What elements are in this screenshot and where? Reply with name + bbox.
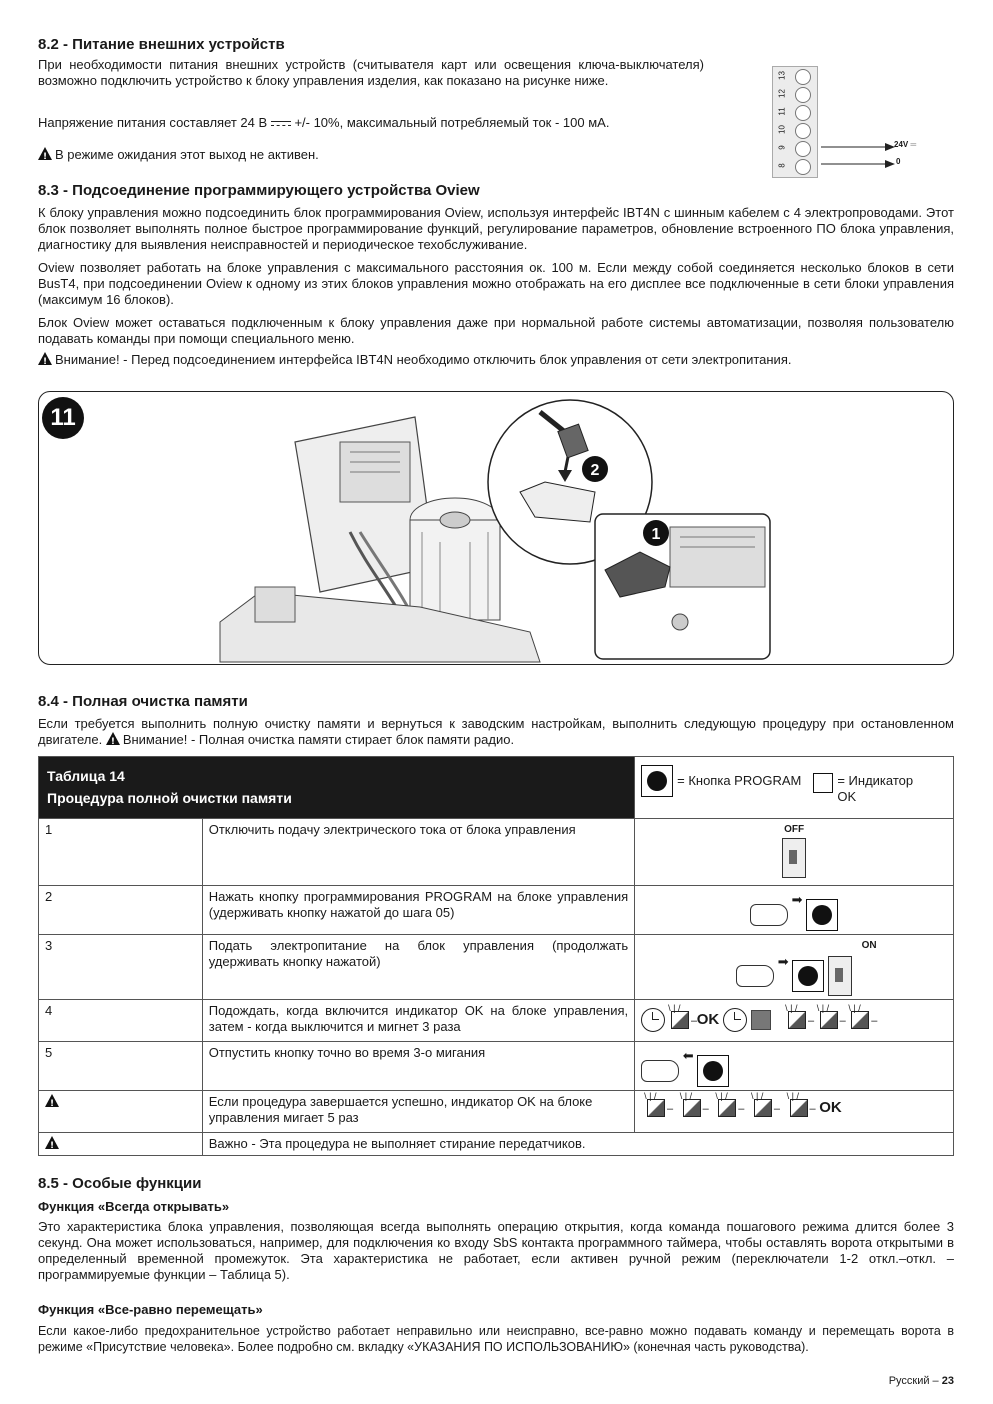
terminal-number: 12	[777, 89, 787, 98]
on-label: ON	[861, 939, 877, 951]
program-button-icon	[641, 765, 673, 797]
function-always-open-text: Это характеристика блока управления, позволяющая всегда выполнять операцию открытия, когда команда пошагового режима длится более 3 секунд. Она может использоваться, например, для подключения ко входу SbS контакта программного таймера, чтобы оставлять ворота открытыми в определенный временной промежуток. Эта характеристика не работает, если активен ручной режим (переключатели 1-2 откл.–откл. – программируемые функции – Таблица 5).	[38, 1219, 954, 1282]
row-text: Важно - Эта процедура не выполняет стирание передатчиков.	[202, 1132, 953, 1155]
section-8-3-p1: К блоку управления можно подсоединить блок программирования Oview, используя интерфейс IBT4N с шинным кабелем с 4 электропроводами. Этот блок позволяет выполнять полное быстрое программирование функций, регулирование параметров, обновление встроенного ПО блока управления, диагностику для выявления неисправностей и периодическое техобслуживание.	[38, 205, 954, 252]
row-text: Отключить подачу электрического тока от блока управления	[202, 819, 634, 886]
section-8-5-title: 8.5 - Особые функции	[38, 1175, 202, 1192]
section-8-2-text: При необходимости питания внешних устройств (считывателя карт или освещения ключа-выключателя) возможно подключить устройство к блоку управления изделия, как показано на рисунке ниже.	[38, 57, 704, 88]
function-always-open-title: Функция «Всегда открывать»	[38, 1199, 230, 1214]
label-24v: 24V ═	[894, 140, 917, 149]
row-number: 3	[39, 934, 203, 1000]
section-8-3-warning: !Внимание! - Перед подсоединением интерфейса IBT4N необходимо отключить блок управления от сети электропитания.	[38, 352, 954, 368]
section-8-2-voltage: Напряжение питания составляет 24 В +/- 10%, максимальный потребляемый ток - 100 мА.	[38, 115, 610, 130]
release-hand-icon	[641, 1060, 679, 1082]
page-footer: Русский – 23	[888, 1375, 954, 1387]
legend-button-text: = Кнопка PROGRAM	[677, 773, 802, 788]
function-move-anyway-text: Если какое-либо предохранительное устройство работает неправильно или неисправно, все-равно можно подавать команду и перемещать ворота в режиме «Присутствие человека». Более подробно см. вкладку «УКАЗАНИЯ ПО ИСПОЛЬЗОВАНИЮ» (конечная часть руководства).	[38, 1324, 954, 1354]
led-on-icon	[751, 1010, 771, 1030]
warning-icon	[38, 147, 52, 160]
table-14	[38, 756, 954, 1156]
terminal-hole	[795, 159, 811, 175]
row-text: Подождать, когда включится индикатор OK на блоке управления, затем - когда выключится и мигнет 3 раза	[202, 1000, 634, 1042]
figure-number-badge: 11	[42, 397, 84, 439]
press-hand-icon	[750, 904, 788, 926]
ok-led-icon	[813, 773, 833, 793]
section-8-3-title: 8.3 - Подсоединение программирующего устройства Oview	[38, 182, 480, 199]
arrow-right-icon: ➡	[777, 953, 789, 969]
led-blink-icon	[671, 1011, 689, 1029]
row-icon-cell	[635, 934, 954, 1000]
row-number: 5	[39, 1042, 203, 1091]
clock-icon	[641, 1008, 665, 1032]
terminal-number: 11	[777, 107, 787, 116]
row-text: Нажать кнопку программирования PROGRAM на блоке управления (удерживать кнопку нажатой до шага 05)	[202, 886, 634, 935]
warning-icon	[106, 732, 120, 745]
table-legend	[635, 757, 954, 819]
circuit-breaker-icon	[828, 956, 852, 996]
row-text: Подать электропитание на блок управления (продолжать удерживать кнопку нажатой)	[202, 934, 634, 1000]
row-warning-cell	[39, 1132, 203, 1155]
circuit-breaker-icon	[782, 838, 806, 878]
section-8-2-title: 8.2 - Питание внешних устройств	[38, 36, 285, 53]
row-number: 2	[39, 886, 203, 935]
terminal-hole	[795, 69, 811, 85]
program-button-icon	[806, 899, 838, 931]
section-8-3-p2: Oview позволяет работать на блоке управления с максимального расстояния ок. 100 м. Если между собой соединяется несколько блоков в сети BusT4, при подсоединении Oview к одному из этих блоков управления можно отображать на его дисплее все подключенные в сети блоки управления (максимум 16 блоков).	[38, 260, 954, 307]
arrow-right-icon: ➡	[791, 892, 803, 907]
row-text: Если процедура завершается успешно, индикатор OK на блоке управления мигает 5 раз	[202, 1090, 634, 1132]
row-icon-cell	[635, 1042, 954, 1091]
terminal-hole	[795, 123, 811, 139]
terminal-hole	[795, 105, 811, 121]
off-label: OFF	[784, 824, 805, 835]
gearmotor-illustration	[200, 392, 960, 664]
row-icon-cell	[635, 819, 954, 886]
row-icon-cell	[635, 1000, 954, 1042]
terminal-arrows	[815, 138, 935, 170]
function-move-anyway-title: Функция «Все-равно перемещать»	[38, 1302, 263, 1317]
warning-icon	[38, 352, 52, 365]
page-number: 23	[941, 1375, 954, 1387]
ok-text: OK	[696, 1011, 720, 1029]
table-title: Таблица 14	[47, 768, 125, 784]
section-8-4-title: 8.4 - Полная очистка памяти	[38, 693, 248, 710]
step-2-label: 2	[590, 462, 600, 479]
terminal-number: 8	[777, 163, 787, 168]
row-icon-cell	[635, 886, 954, 935]
warning-icon	[45, 1094, 59, 1107]
row-icon-cell	[635, 1090, 954, 1132]
terminal-block-diagram	[772, 66, 818, 178]
table-header	[39, 757, 635, 819]
led-blink-icon	[851, 1011, 869, 1029]
ok-text: OK	[819, 1098, 842, 1116]
terminal-hole	[795, 141, 811, 157]
terminal-hole	[795, 87, 811, 103]
row-number: 4	[39, 1000, 203, 1042]
arrow-left-icon: ⬅	[682, 1048, 694, 1064]
step-1-label: 1	[651, 526, 661, 543]
warning-icon	[45, 1136, 59, 1149]
led-blink-icon	[754, 1099, 772, 1117]
section-8-2-warning: !В режиме ожидания этот выход не активен.	[38, 147, 319, 163]
press-hand-icon	[736, 965, 774, 987]
row-warning-cell	[39, 1090, 203, 1132]
table-subtitle: Процедура полной очистки памяти	[47, 790, 292, 806]
led-blink-icon	[683, 1099, 701, 1117]
led-blink-icon	[718, 1099, 736, 1117]
led-blink-icon	[820, 1011, 838, 1029]
led-blink-icon	[647, 1099, 665, 1117]
section-8-3-p3: Блок Oview может оставаться подключенным к блоку управления даже при нормальной работе системы автоматизации, позволяя пользователю подавать команды при помощи специального меню.	[38, 315, 954, 346]
row-text: Отпустить кнопку точно во время 3-о мигания	[202, 1042, 634, 1091]
terminal-number: 13	[777, 71, 787, 80]
terminal-number: 9	[777, 145, 787, 150]
program-button-icon	[697, 1055, 729, 1087]
terminal-number: 10	[777, 125, 787, 134]
program-button-icon	[792, 960, 824, 992]
label-0v: 0	[896, 157, 901, 166]
led-blink-icon	[788, 1011, 806, 1029]
legend-led-text: = Индикатор OK	[837, 773, 914, 804]
clock-icon	[723, 1008, 747, 1032]
dc-symbol-icon	[271, 121, 291, 127]
led-blink-icon	[790, 1099, 808, 1117]
section-8-4-text: Если требуется выполнить полную очистку памяти и вернуться к заводским настройкам, выполнить следующую процедуру при остановленном двигателе. ! Внимание! - Полная очистка памяти стирает блок памяти радио.	[38, 716, 954, 748]
row-number: 1	[39, 819, 203, 886]
